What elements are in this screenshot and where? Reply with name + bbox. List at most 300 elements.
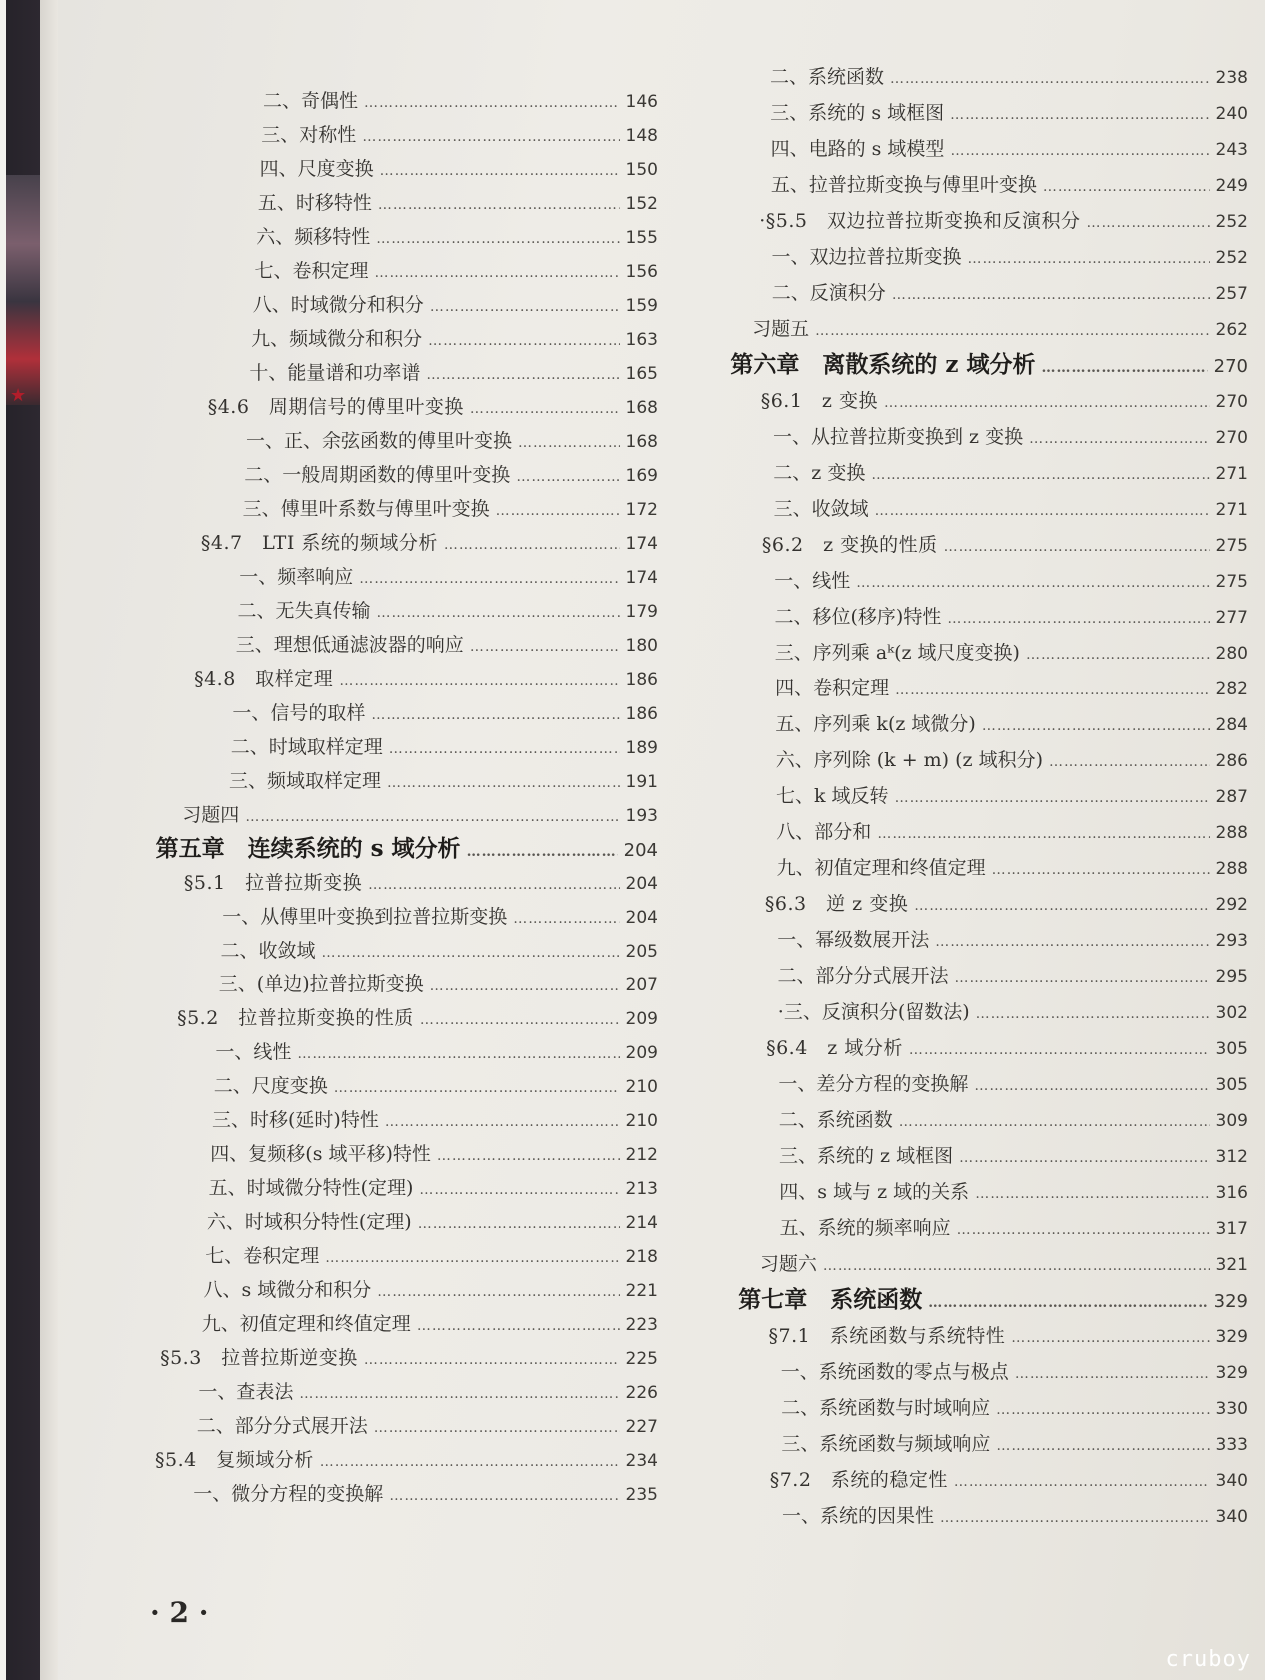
toc-entry-title: ·三、反演积分(留数法) xyxy=(777,1001,970,1024)
toc-entry-page: 189 xyxy=(625,737,658,758)
dot-leader xyxy=(975,1181,1209,1207)
toc-entry-title: 三、系统函数与频域响应 xyxy=(781,1432,991,1455)
toc-entry-page: 277 xyxy=(1215,607,1248,628)
toc-entry-title: 九、初值定理和终值定理 xyxy=(201,1313,411,1336)
toc-entry-title: 一、系统函数的零点与极点 xyxy=(780,1360,1009,1383)
toc-entry xyxy=(155,1447,658,1475)
toc-entry-title: 三、理想低通滤波器的响应 xyxy=(235,633,464,656)
dot-leader xyxy=(470,396,620,422)
dot-leader xyxy=(320,1449,620,1475)
dot-leader xyxy=(877,821,1209,847)
toc-entry xyxy=(773,424,1248,452)
toc-entry-page: 210 xyxy=(625,1111,658,1132)
dot-leader xyxy=(928,1290,1207,1316)
toc-entry-page: 295 xyxy=(1215,967,1248,988)
dot-leader xyxy=(1041,355,1207,381)
toc-entry-page: 270 xyxy=(1215,391,1248,412)
toc-entry xyxy=(202,1311,658,1339)
toc-entry-title: §5.3 拉普拉斯逆变换 xyxy=(160,1347,358,1370)
dot-leader xyxy=(380,158,620,184)
toc-entry-title: 一、线性 xyxy=(774,569,851,592)
dot-leader xyxy=(299,1381,619,1407)
toc-entry-page: 235 xyxy=(625,1485,658,1506)
dot-leader xyxy=(496,498,620,524)
toc-entry-page: 168 xyxy=(625,397,658,418)
toc-entry-title: 二、系统函数与时域响应 xyxy=(781,1396,991,1419)
toc-entry-title: 二、无失真传输 xyxy=(237,599,371,622)
dot-leader xyxy=(856,570,1209,596)
toc-entry-page: 227 xyxy=(625,1417,658,1438)
toc-entry xyxy=(197,1413,658,1441)
dot-leader xyxy=(815,318,1209,344)
toc-entry-title: 习题四 xyxy=(182,803,240,826)
toc-entry-title: 二、反演积分 xyxy=(771,281,886,304)
toc-entry-page: 204 xyxy=(623,839,658,861)
toc-entry xyxy=(204,1277,659,1305)
dot-leader xyxy=(470,634,620,660)
dot-leader xyxy=(950,138,1209,164)
toc-entry-page: 213 xyxy=(625,1179,658,1200)
toc-entry-page: 340 xyxy=(1215,1506,1248,1527)
toc-entry-title: §4.6 周期信号的傅里叶变换 xyxy=(207,395,464,418)
dot-leader xyxy=(377,1279,619,1305)
toc-entry-page: 270 xyxy=(1213,355,1248,377)
dot-leader xyxy=(418,1211,620,1237)
toc-entry xyxy=(253,292,658,320)
toc-entry-title: 八、时域微分和积分 xyxy=(252,293,424,316)
dot-leader xyxy=(322,940,620,966)
toc-entry-page: 262 xyxy=(1215,319,1248,340)
toc-entry-title: 二、时域取样定理 xyxy=(230,735,383,758)
toc-entry-page: 288 xyxy=(1215,823,1248,844)
toc-entry-page: 270 xyxy=(1215,427,1248,448)
toc-entry-title: 一、系统的因果性 xyxy=(782,1504,935,1527)
toc-entry-title: 一、查表法 xyxy=(198,1381,294,1404)
dot-leader xyxy=(982,713,1210,739)
dot-leader xyxy=(297,1041,619,1067)
toc-entry xyxy=(730,352,1248,381)
toc-entry-page: 240 xyxy=(1215,103,1248,124)
dot-leader xyxy=(899,1109,1210,1135)
dot-leader xyxy=(364,90,620,116)
toc-entry xyxy=(775,640,1248,668)
page-number: · 2 · xyxy=(150,1596,209,1629)
toc-entry xyxy=(221,938,659,966)
toc-entry xyxy=(209,1175,658,1203)
toc-entry-page: 174 xyxy=(625,567,658,588)
dot-leader xyxy=(368,872,619,898)
toc-entry-page: 155 xyxy=(625,227,658,248)
toc-entry-page: 156 xyxy=(625,261,658,282)
dot-leader xyxy=(974,1073,1209,1099)
toc-entry-title: 一、从拉普拉斯变换到 z 变换 xyxy=(773,425,1024,448)
dot-leader xyxy=(325,1245,619,1271)
dot-leader xyxy=(437,1143,620,1169)
toc-entry xyxy=(212,1107,658,1135)
toc-entry-page: 209 xyxy=(625,1043,658,1064)
toc-entry-page: 165 xyxy=(625,363,658,384)
toc-entry-title: §7.2 系统的稳定性 xyxy=(769,1468,948,1491)
toc-entry-title: 三、序列乘 aᵏ(z 域尺度变换) xyxy=(774,641,1020,664)
dot-leader xyxy=(892,282,1210,308)
toc-entry xyxy=(232,700,658,728)
dot-leader xyxy=(957,1217,1210,1243)
toc-entry-page: 159 xyxy=(625,295,658,316)
toc-entry-page: 316 xyxy=(1215,1183,1248,1204)
dot-leader xyxy=(1026,642,1210,668)
dot-leader xyxy=(1043,174,1210,200)
toc-entry-page: 179 xyxy=(625,601,658,622)
toc-entry xyxy=(769,1323,1249,1351)
toc-entry-page: 329 xyxy=(1215,1362,1248,1383)
toc-entry-title: 一、信号的取样 xyxy=(232,701,366,724)
toc-entry-page: 210 xyxy=(625,1077,658,1098)
toc-entry-title: 二、移位(移序)特性 xyxy=(774,605,942,628)
toc-entry xyxy=(201,530,658,558)
dot-leader xyxy=(1015,1361,1210,1387)
toc-entry-title: 一、正、余弦函数的傅里叶变换 xyxy=(246,429,513,452)
toc-entry-page: 209 xyxy=(625,1009,658,1030)
toc-entry xyxy=(198,1379,658,1407)
toc-entry-page: 221 xyxy=(625,1281,658,1302)
toc-entry-title: 一、幂级数展开法 xyxy=(777,929,930,952)
toc-entry xyxy=(759,208,1248,236)
toc-entry-page: 207 xyxy=(625,975,658,996)
dot-leader xyxy=(444,532,620,558)
dot-leader xyxy=(377,600,620,626)
dot-leader xyxy=(823,1253,1210,1279)
toc-entry-page: 257 xyxy=(1215,283,1248,304)
dot-leader xyxy=(992,857,1210,883)
toc-entry-page: 146 xyxy=(625,92,658,112)
toc-entry-title: 三、傅里叶系数与傅里叶变换 xyxy=(242,497,490,520)
toc-entry xyxy=(239,564,658,592)
toc-entry-title: ·§5.5 双边拉普拉斯变换和反演积分 xyxy=(759,209,1081,232)
toc-entry-title: 第五章 连续系统的 s 域分析 xyxy=(155,834,461,862)
toc-entry xyxy=(762,532,1248,560)
cover-image-fragment xyxy=(6,175,40,405)
toc-entry-page: 329 xyxy=(1213,1290,1248,1312)
toc-entry-page: 163 xyxy=(625,329,658,350)
toc-entry-title: §4.8 取样定理 xyxy=(194,667,334,690)
toc-entry-page: 218 xyxy=(625,1247,658,1268)
dot-leader xyxy=(1086,210,1209,236)
dot-leader xyxy=(245,804,619,830)
toc-entry-title: 七、卷积定理 xyxy=(205,1245,320,1268)
toc-entry xyxy=(770,64,1248,92)
toc-entry-title: 五、时域微分特性(定理) xyxy=(208,1177,414,1200)
toc-entry xyxy=(256,224,658,252)
toc-entry xyxy=(776,819,1248,847)
toc-entry-title: 六、序列除 (k + m) (z 域积分) xyxy=(775,749,1043,772)
toc-entry-page: 152 xyxy=(625,193,658,214)
dot-leader xyxy=(428,328,619,354)
toc-entry xyxy=(738,1287,1248,1316)
toc-entry xyxy=(779,1179,1248,1207)
toc-entry-title: 四、电路的 s 域模型 xyxy=(770,137,945,160)
toc-entry-title: 九、初值定理和终值定理 xyxy=(776,857,986,880)
toc-entry xyxy=(778,1071,1248,1099)
toc-entry xyxy=(775,675,1248,703)
toc-entry-title: §6.2 z 变换的性质 xyxy=(761,533,938,556)
dot-leader xyxy=(387,770,620,796)
toc-entry xyxy=(772,244,1249,272)
dot-leader xyxy=(909,1037,1210,1063)
toc-entry-title: 第六章 离散系统的 z 域分析 xyxy=(730,350,1036,378)
dot-leader xyxy=(940,1505,1210,1531)
dot-leader xyxy=(389,736,620,762)
toc-entry-page: 169 xyxy=(625,465,658,486)
dot-leader xyxy=(518,430,620,456)
toc-entry-page: 234 xyxy=(625,1451,658,1472)
toc-entry xyxy=(773,460,1248,488)
dot-leader xyxy=(419,1177,619,1203)
toc-entry-title: 一、频率响应 xyxy=(239,565,354,588)
toc-entry xyxy=(244,462,658,490)
toc-entry xyxy=(231,734,658,762)
toc-entry-page: 302 xyxy=(1215,1003,1248,1024)
toc-entry xyxy=(229,768,658,796)
toc-entry-title: 三、系统的 z 域框图 xyxy=(779,1145,954,1168)
toc-entry-title: 二、收敛域 xyxy=(220,939,316,962)
toc-entry xyxy=(238,598,659,626)
toc-entry-page: 292 xyxy=(1215,895,1248,916)
toc-entry-title: 四、卷积定理 xyxy=(775,677,890,700)
toc-entry-title: 五、序列乘 k(z 域微分) xyxy=(775,713,976,736)
toc-entry-title: 习题六 xyxy=(759,1253,817,1275)
dot-leader xyxy=(513,906,619,932)
toc-entry-page: 191 xyxy=(625,771,658,792)
toc-entry-page: 288 xyxy=(1215,859,1248,880)
dot-leader xyxy=(417,1313,620,1339)
toc-entry xyxy=(774,568,1248,596)
toc-entry-page: 225 xyxy=(625,1349,658,1370)
toc-entry-title: 五、系统的频率响应 xyxy=(779,1217,951,1240)
toc-entry xyxy=(215,1039,658,1067)
show-through-text xyxy=(478,18,948,48)
toc-entry xyxy=(770,100,1248,128)
toc-entry-page: 168 xyxy=(625,431,658,452)
toc-entry xyxy=(777,927,1248,955)
toc-entry-title: §6.3 逆 z 变换 xyxy=(764,893,909,916)
toc-entry xyxy=(177,1005,658,1033)
toc-entry-title: §7.1 系统函数与系统特性 xyxy=(768,1324,1006,1347)
toc-entry-page: 204 xyxy=(625,907,658,928)
toc-entry xyxy=(160,1345,658,1373)
toc-entry xyxy=(210,1141,658,1169)
toc-entry xyxy=(260,156,658,184)
toc-entry-page: 317 xyxy=(1215,1219,1248,1240)
toc-entry-title: 二、尺度变换 xyxy=(213,1075,328,1098)
dot-leader xyxy=(362,124,619,150)
toc-entry-page: 329 xyxy=(1215,1326,1248,1347)
toc-entry-page: 186 xyxy=(625,703,658,724)
toc-entry xyxy=(772,280,1248,308)
dot-leader xyxy=(376,226,619,252)
toc-entry xyxy=(781,1395,1248,1423)
toc-entry xyxy=(236,632,658,660)
dot-leader xyxy=(996,1397,1209,1423)
toc-entry-title: 二、奇偶性 xyxy=(263,90,359,112)
toc-entry xyxy=(752,316,1248,344)
dot-leader xyxy=(875,498,1210,524)
toc-entry xyxy=(778,999,1248,1027)
toc-entry xyxy=(779,1107,1248,1135)
toc-entry xyxy=(249,360,658,388)
dot-leader xyxy=(334,1075,620,1101)
toc-entry-title: 五、拉普拉斯变换与傅里叶变换 xyxy=(770,173,1037,196)
toc-entry-page: 148 xyxy=(625,125,658,146)
dot-leader xyxy=(430,973,620,999)
toc-entry-page: 174 xyxy=(625,533,658,554)
dot-leader xyxy=(944,534,1210,560)
dot-leader xyxy=(364,1347,620,1373)
toc-entry xyxy=(771,172,1248,200)
dot-leader xyxy=(954,1469,1210,1495)
dot-leader xyxy=(947,606,1209,632)
star-icon: ★ xyxy=(10,385,27,406)
dot-leader xyxy=(420,1007,620,1033)
toc-entry-page: 271 xyxy=(1215,499,1248,520)
toc-entry-page: 282 xyxy=(1215,679,1248,700)
dot-leader xyxy=(955,965,1210,991)
toc-entry-title: 二、系统函数 xyxy=(770,66,885,88)
dot-leader xyxy=(895,677,1209,703)
toc-entry-title: 三、时移(延时)特性 xyxy=(212,1109,379,1132)
toc-entry-title: 三、对称性 xyxy=(261,123,357,146)
toc-entry-page: 223 xyxy=(625,1315,658,1336)
toc-entry-page: 204 xyxy=(625,873,658,894)
dot-leader xyxy=(968,246,1210,272)
toc-entry-title: 四、尺度变换 xyxy=(259,157,374,180)
toc-entry-page: 249 xyxy=(1215,175,1248,196)
toc-entry-page: 172 xyxy=(625,499,658,520)
toc-entry-page: 312 xyxy=(1215,1147,1248,1168)
toc-entry xyxy=(184,870,658,898)
toc-entry-title: 八、s 域微分和积分 xyxy=(203,1279,372,1302)
toc-entry-page: 275 xyxy=(1215,535,1248,556)
toc-entry-title: 二、一般周期函数的傅里叶变换 xyxy=(244,463,511,486)
dot-leader xyxy=(374,1415,620,1441)
toc-entry-page: 293 xyxy=(1215,931,1248,952)
toc-entry-title: 二、z 变换 xyxy=(773,461,866,484)
toc-entry-title: 第七章 系统函数 xyxy=(738,1285,923,1313)
dot-leader xyxy=(996,1433,1209,1459)
toc-entry-title: 四、s 域与 z 域的关系 xyxy=(779,1181,970,1204)
dot-leader xyxy=(359,566,619,592)
dot-leader xyxy=(389,1483,619,1509)
toc-entry-title: 九、频域微分和积分 xyxy=(251,327,423,350)
toc-entry-page: 309 xyxy=(1215,1111,1248,1132)
toc-entry-page: 193 xyxy=(625,805,658,826)
toc-entry-title: 七、卷积定理 xyxy=(254,259,369,282)
toc-entry xyxy=(761,388,1248,416)
toc-entry xyxy=(261,122,658,150)
dot-leader xyxy=(950,102,1209,128)
toc-entry xyxy=(193,1481,658,1509)
toc-entry-title: 一、微分方程的变换解 xyxy=(193,1483,384,1506)
dot-leader xyxy=(959,1145,1209,1171)
toc-entry-page: 275 xyxy=(1215,571,1248,592)
toc-entry-page: 280 xyxy=(1215,643,1248,664)
toc-entry-title: 五、时移特性 xyxy=(257,191,372,214)
toc-entry-title: 习题五 xyxy=(752,317,810,340)
toc-entry-page: 330 xyxy=(1215,1398,1248,1419)
toc-entry xyxy=(219,971,658,999)
toc-entry-page: 321 xyxy=(1215,1255,1248,1275)
toc-entry-title: 四、复频移(s 域平移)特性 xyxy=(210,1143,431,1166)
toc-entry-title: 八、部分和 xyxy=(776,821,872,844)
dot-leader xyxy=(890,66,1210,92)
toc-entry xyxy=(775,604,1249,632)
toc-entry-title: 一、双边拉普拉斯变换 xyxy=(771,245,962,268)
toc-entry xyxy=(208,394,658,422)
dot-leader xyxy=(371,702,619,728)
toc-entry xyxy=(776,783,1248,811)
toc-entry-title: 三、系统的 s 域框图 xyxy=(770,101,945,124)
toc-entry-title: 三、频域取样定理 xyxy=(229,769,382,792)
toc-entry-page: 305 xyxy=(1215,1075,1248,1096)
adjacent-cover-edge xyxy=(0,0,60,1680)
toc-entry-title: §5.1 拉普拉斯变换 xyxy=(183,871,363,894)
toc-entry-page: 243 xyxy=(1215,139,1248,160)
toc-entry-page: 271 xyxy=(1215,463,1248,484)
toc-entry xyxy=(781,1359,1248,1387)
toc-entry-title: §5.2 拉普拉斯变换的性质 xyxy=(177,1007,414,1030)
toc-entry-title: 二、部分分式展开法 xyxy=(196,1415,368,1438)
toc-entry xyxy=(263,88,658,116)
toc-entry-title: 七、k 域反转 xyxy=(776,785,889,808)
toc-entry xyxy=(778,963,1249,991)
toc-entry-title: 二、部分分式展开法 xyxy=(777,965,949,988)
toc-entry-title: 一、线性 xyxy=(215,1041,292,1064)
toc-entry-title: §6.4 z 域分析 xyxy=(766,1037,903,1060)
dot-leader xyxy=(339,668,619,694)
toc-entry-page: 340 xyxy=(1215,1470,1248,1491)
toc-entry xyxy=(780,1215,1248,1243)
dot-leader xyxy=(1011,1325,1209,1351)
toc-entry-page: 252 xyxy=(1215,247,1248,268)
toc-entry-page: 238 xyxy=(1215,68,1248,88)
toc-entry-page: 150 xyxy=(625,159,658,180)
toc-entry xyxy=(156,836,658,865)
dot-leader xyxy=(426,362,619,388)
dot-leader xyxy=(884,390,1210,416)
toc-entry-page: 286 xyxy=(1215,751,1248,772)
toc-entry-page: 180 xyxy=(625,635,658,656)
toc-entry-title: 二、系统函数 xyxy=(778,1109,893,1132)
toc-entry xyxy=(775,711,1248,739)
dot-leader xyxy=(430,294,620,320)
toc-entry xyxy=(258,190,658,218)
dot-leader xyxy=(375,260,620,286)
toc-entry-title: 三、收敛域 xyxy=(773,497,869,520)
dot-leader xyxy=(1029,426,1209,452)
toc-entry xyxy=(246,428,658,456)
toc-entry-page: 186 xyxy=(625,669,658,690)
toc-entry xyxy=(776,747,1248,775)
dot-leader xyxy=(385,1109,620,1135)
toc-entry xyxy=(243,496,658,524)
dot-leader xyxy=(378,192,620,218)
toc-entry-title: 一、从傅里叶变换到拉普拉斯变换 xyxy=(222,905,508,928)
toc-entry xyxy=(774,496,1248,524)
toc-entry xyxy=(781,1431,1248,1459)
toc-entry-title: 一、差分方程的变换解 xyxy=(778,1073,969,1096)
toc-entry xyxy=(770,1467,1248,1495)
toc-entry-title: §6.1 z 变换 xyxy=(760,389,878,412)
toc-entry xyxy=(207,1209,658,1237)
